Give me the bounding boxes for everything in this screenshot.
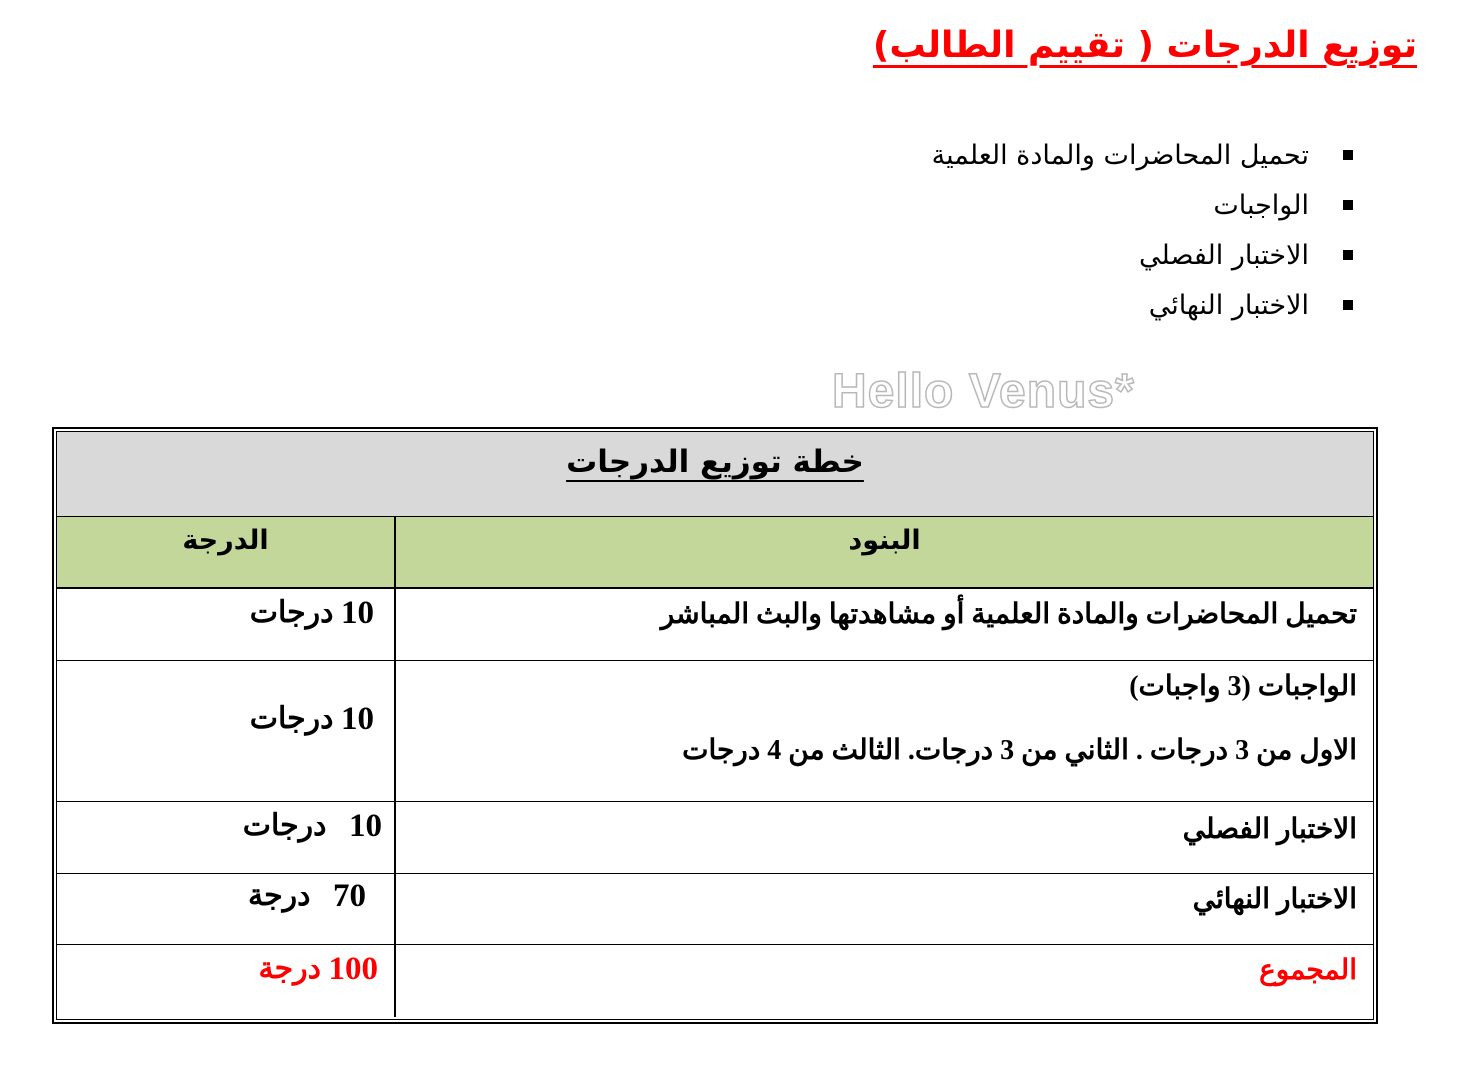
item-text: الاختبار النهائي: [1192, 884, 1357, 915]
grade-cell: [57, 661, 394, 801]
grade-unit: درجة: [258, 952, 321, 985]
item-cell: [394, 945, 1373, 1017]
bullet-text: الاختبار الفصلي: [1139, 239, 1309, 271]
square-bullet-icon: [1343, 200, 1353, 210]
bullet-item: [932, 230, 1353, 280]
item-text: الاختبار الفصلي: [1182, 814, 1357, 845]
grade-unit: درجات: [249, 702, 334, 735]
grade-number: 10: [341, 595, 374, 631]
bullet-item: [932, 180, 1353, 230]
bullet-item: [932, 130, 1353, 180]
bullet-list: [932, 130, 1353, 330]
item-cell: [394, 874, 1373, 944]
total-number: 100: [328, 951, 378, 987]
page-title: توزيع الدرجات ( تقييم الطالب): [872, 25, 1417, 66]
grade-cell: [57, 874, 394, 944]
table-title: خطة توزيع الدرجات: [566, 444, 864, 480]
grade-number: 10: [349, 808, 382, 844]
grade-unit: درجات: [242, 809, 327, 842]
table-row: [57, 589, 1373, 661]
table-row: [57, 661, 1373, 802]
column-header-items: البنود: [394, 517, 1373, 587]
watermark: Hello Venus*: [832, 365, 1135, 418]
bullet-item: [932, 280, 1353, 330]
square-bullet-icon: [1343, 150, 1353, 160]
grade-plan-table: [52, 427, 1378, 1024]
item-cell: [394, 802, 1373, 873]
item-cell: [394, 661, 1373, 801]
table-row: [57, 874, 1373, 945]
grade-number: 10: [341, 701, 374, 737]
item-cell: [394, 589, 1373, 660]
bullet-text: الاختبار النهائي: [1148, 289, 1309, 321]
item-text: تحميل المحاضرات والمادة العلمية أو مشاهدتها والبث المباشر: [660, 599, 1357, 630]
grade-unit: درجة: [248, 879, 311, 912]
bullet-text: الواجبات: [1213, 189, 1309, 221]
grade-cell: [57, 802, 394, 873]
item-text: الواجبات (3 واجبات): [1129, 671, 1357, 702]
item-text: الاول من 3 درجات . الثاني من 3 درجات. الثالث من 4 درجات: [682, 735, 1357, 766]
column-header-row: [57, 517, 1373, 589]
grade-unit: درجات: [249, 596, 334, 629]
table-title-bar: [57, 432, 1373, 517]
bullet-text: تحميل المحاضرات والمادة العلمية: [931, 139, 1309, 171]
table-row-total: [57, 945, 1373, 1017]
grade-cell: [57, 945, 394, 1017]
grade-cell: [57, 589, 394, 660]
square-bullet-icon: [1343, 250, 1353, 260]
total-label: المجموع: [1259, 955, 1357, 986]
square-bullet-icon: [1343, 300, 1353, 310]
column-header-grade: الدرجة: [182, 525, 269, 556]
grade-number: 70: [333, 878, 366, 914]
table-row: [57, 802, 1373, 874]
